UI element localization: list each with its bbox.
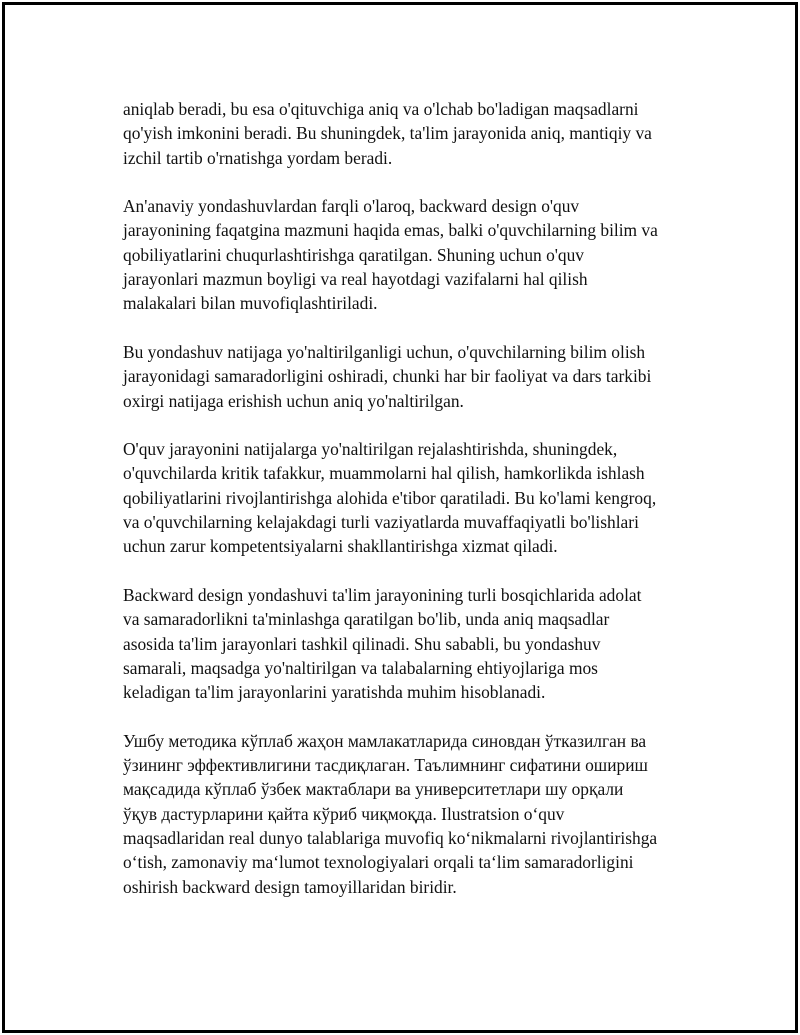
paragraph-6: Ушбу методика кўплаб жаҳон мамлакатларида синовдан ўтказилган ва ўзининг эффективлигини тасдиқлаган. Таълимнинг сифатини ошириш мақсадида кўплаб ўзбек мактаблари ва университетлари шу орқали ўқув дастурларини қайта кўриб чиқмоқда. Ilustratsion o‘quv maqsadlaridan real dunyo talablariga muvofiq ko‘nikmalarni rivojlantirishga o‘tish, zamonaviy ma‘lumot texnologiyalari orqali ta‘lim samaradorligini oshirish backward design tamoyillaridan biridir.	[123, 730, 658, 897]
paragraph-3: Bu yondashuv natijaga yo'naltirilganligi uchun, o'quvchilarning bilim olish jarayonidagi samaradorligini oshiradi, chunki har bir faoliyat va dars tarkibi oxirgi natijaga erishish uchun aniq yo'naltirilgan.	[123, 341, 652, 411]
paragraph-4: O'quv jarayonini natijalarga yo'naltirilgan rejalashtirishda, shuningdek, o'quvchilarda kritik tafakkur, muammolarni hal qilish, hamkorlikda ishlash qobiliyatlarini rivojlantirishga alohida e'tibor qaratiladi. Bu ko'lami kengroq, va o'quvchilarning kelajakdagi turli vaziyatlarda muvaffaqiyatli bo'lishlari uchun zarur kompetentsiyalarni shakllantirishga xizmat qiladi.	[123, 439, 657, 557]
paragraph-1: aniqlab beradi, bu esa o'qituvchiga aniq va o'lchab bo'ladigan maqsadlarni qo'yish imkonini beradi. Bu shuningdek, ta'lim jarayonida aniq, mantiqiy va izchil tartib o'rnatishga yordam beradi.	[123, 99, 652, 168]
paragraph-2: An'anaviy yondashuvlardan farqli o'laroq, backward design o'quv jarayonining faqatgina mazmuni haqida emas, balki o'quvchilarning bilim va qobiliyatlarini chuqurlashtirishga qaratilgan. Shuning uchun o'quv jarayonlari mazmun boyligi va real hayotdagi vazifalarni hal qilish malakalari bilan muvofiqlashtiriladi.	[123, 196, 658, 314]
page-body	[123, 97, 703, 923]
paragraph-5: Backward design yondashuvi ta'lim jarayonining turli bosqichlarida adolat va samaradorlikni ta'minlashga qaratilgan bo'lib, unda aniq maqsadlar asosida ta'lim jarayonlari tashkil qilinadi. Shu sababli, bu yondashuv samarali, maqsadga yo'naltirilgan va talabalarning ehtiyojlariga mos keladigan ta'lim jarayonlarini yaratishda muhim hisoblanadi.	[123, 584, 642, 703]
page-frame	[2, 2, 798, 1033]
